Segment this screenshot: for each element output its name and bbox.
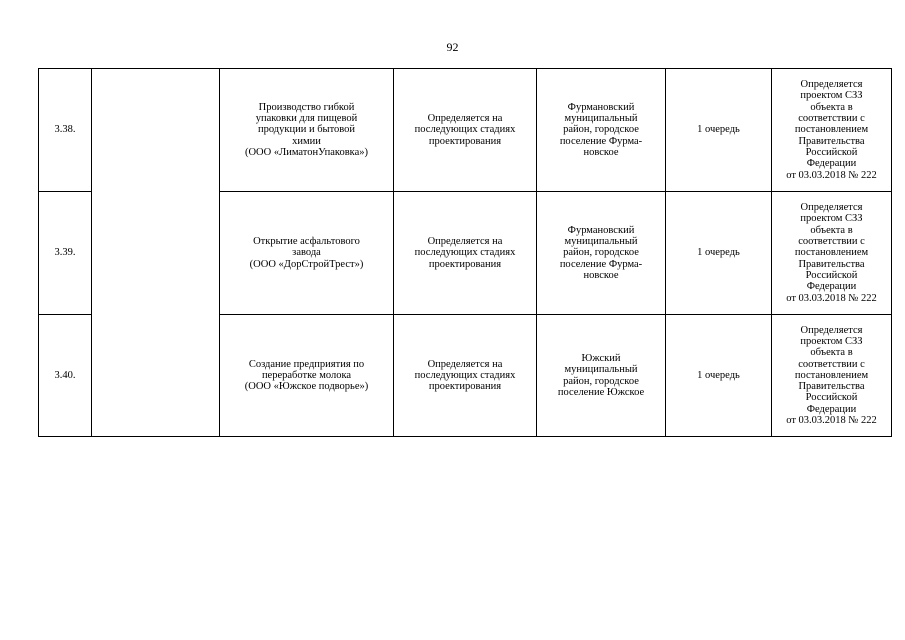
sz-line: Правительства [798,258,865,270]
sanitary-zone-cell [772,69,892,192]
stage-cell [394,192,537,315]
sz-line: Российской [805,269,858,281]
row-number: 3.38. [39,69,92,192]
object-line: переработке молока [261,369,352,381]
sz-line: проектом СЗЗ [800,335,863,347]
location-cell [537,192,666,315]
sanitary-zone-cell [772,315,892,437]
sz-line: Определяется [800,202,863,214]
queue-cell: 1 очередь [666,69,772,192]
sz-line: Российской [805,146,858,158]
location-cell [537,315,666,437]
stage-cell [394,315,537,437]
sz-line: постановлением [794,247,869,259]
sz-line: Федерации [806,281,857,293]
sz-line: проектом СЗЗ [800,213,863,225]
sanitary-zone-cell [772,192,892,315]
facilities-table [38,68,892,437]
sz-line: постановлением [794,369,869,381]
queue-cell: 1 очередь [666,192,772,315]
stage-line: Определяется на [427,113,503,125]
location-line: поселение Южское [557,386,645,398]
stage-line: Определяется на [427,358,503,370]
stage-line: Определяется на [427,236,503,248]
object-cell [220,69,394,192]
sz-line: Определяется [800,79,863,91]
object-line: Производство гибкой [258,101,355,113]
object-cell [220,192,394,315]
object-line: упаковки для пищевой [255,113,358,125]
sz-line: Правительства [798,381,865,393]
page-number: 92 [446,40,459,54]
sz-line: объекта в [810,347,853,359]
location-line: муниципальный [564,364,638,376]
location-line: муниципальный [564,236,638,248]
merged-empty-cell [92,69,220,437]
object-line: химии [292,135,321,147]
sz-line: объекта в [810,224,853,236]
stage-line: последующих стадиях [414,124,516,136]
sz-line: соответствии с [798,236,865,248]
sz-line: Федерации [806,403,857,415]
stage-line: проектирования [428,135,502,147]
stage-line: проектирования [428,381,502,393]
sz-line: соответствии с [798,358,865,370]
sz-line: Российской [805,392,858,404]
location-cell [537,69,666,192]
object-line: (ООО «ЛиматонУпаковка») [244,146,369,158]
sz-line: Правительства [798,135,865,147]
location-line: Фурмановский [567,224,635,236]
location-line: район, городское [563,124,639,136]
location-line: Южский [581,352,621,364]
sz-line: от 03.03.2018 № 222 [786,292,877,304]
queue-cell: 1 очередь [666,315,772,437]
object-cell [220,315,394,437]
sz-line: Определяется [800,324,863,336]
object-line: (ООО «Южское подворье») [244,381,369,393]
location-line: Фурмановский [567,101,635,113]
stage-cell [394,69,537,192]
sz-line: от 03.03.2018 № 222 [786,415,877,427]
object-line: Создание предприятия по [248,358,365,370]
object-line: завода [292,247,321,259]
sz-line: проектом СЗЗ [800,90,863,102]
location-line: новское [583,269,619,281]
sz-line: соответствии с [798,113,865,125]
row-number: 3.40. [39,315,92,437]
location-line: район, городское [563,375,639,387]
sz-line: объекта в [810,101,853,113]
object-line: продукции и бытовой [257,124,356,136]
location-line: поселение Фурма- [559,258,643,270]
location-line: новское [583,146,619,158]
stage-line: проектирования [428,258,502,270]
stage-line: последующих стадиях [414,369,516,381]
sz-line: от 03.03.2018 № 222 [786,169,877,181]
location-line: район, городское [563,247,639,259]
object-line: (ООО «ДорСтройТрест») [249,258,364,270]
location-line: поселение Фурма- [559,135,643,147]
row-number: 3.39. [39,192,92,315]
location-line: муниципальный [564,113,638,125]
stage-line: последующих стадиях [414,247,516,259]
table-row [39,69,892,192]
sz-line: постановлением [794,124,869,136]
object-line: Открытие асфальтового [253,236,360,248]
sz-line: Федерации [806,158,857,170]
